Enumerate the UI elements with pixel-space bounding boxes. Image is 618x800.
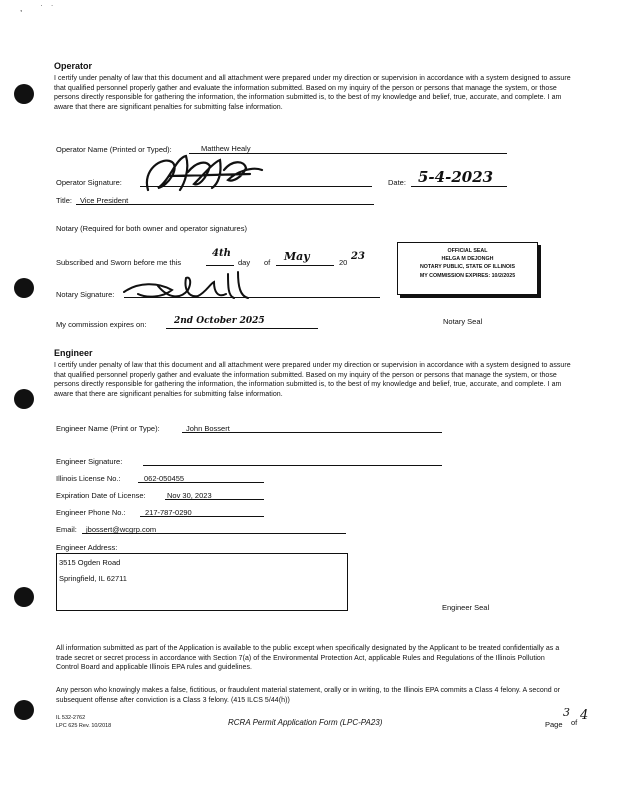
notary-signature-line: [124, 297, 380, 298]
seal-line-2: HELGA M DEJONGH: [441, 256, 494, 263]
operator-title-label: Title:: [56, 196, 72, 205]
notary-commission-line: [166, 328, 318, 329]
operator-name-value: Matthew Healy: [201, 144, 251, 153]
engineer-email-label: Email:: [56, 525, 77, 534]
page-number: 3: [563, 706, 570, 719]
notary-commission-value: 2nd October 2025: [174, 316, 265, 326]
seal-line-3: NOTARY PUBLIC, STATE OF ILLINOIS: [419, 264, 516, 271]
engineer-certification: I certify under penalty of law that this document and all attachment were prepared under my direction or supervision in accordance with a system designed to assure that qualified personnel properly gather and evaluate the information submitted. Based on my inquiry of the person or persons that manage the system, or those persons directly responsible for gathering the information, the information submitted is, to the best of my knowledge and belief, true, accurate, and complete. I am aware that there are significant penalties for submitting false information.: [54, 362, 571, 398]
page-of-label: of: [571, 718, 578, 727]
engineer-phone-value: 217-787-0290: [145, 508, 192, 517]
operator-name-label: Operator Name (Printed or Typed):: [56, 145, 172, 154]
engineer-expiration-line: [165, 499, 264, 500]
notary-year-value: 23: [351, 251, 365, 262]
engineer-seal-label: Engineer Seal: [442, 603, 490, 612]
engineer-name-value: John Bossert: [186, 424, 230, 433]
engineer-address-line2: Springfield, IL 62711: [59, 574, 127, 583]
page-label: Page: [545, 720, 563, 729]
notary-heading: Notary (Required for both owner and operator signatures): [56, 224, 247, 233]
notary-month-line: [276, 265, 334, 266]
binder-hole-2: [14, 278, 34, 298]
notary-commission-label: My commission expires on:: [56, 320, 147, 329]
public-availability-notice: All information submitted as part of the Application is available to the public except when specifically designated by the Applicant to be treated confidentially as a trade secret or secret process in accordance with Section 7(a) of the Environmental Protection Act, applicable Rules and Regulations of the Illinois Pollution Control Board and applicable Illinois EPA rules and guidelines.: [56, 645, 560, 672]
operator-certification: I certify under penalty of law that this document and all attachment were prepared under my direction or supervision in accordance with a system designed to assure that qualified personnel properly gather and evaluate the information submitted. Based on my inquiry of the person or persons that manage the system, or those persons directly responsible for gathering the information, the information submitted is, to the best of my knowledge and belief, true, accurate, and complete. I am aware that there are significant penalties for submitting false information.: [54, 75, 571, 111]
notary-signature: [118, 268, 258, 308]
engineer-signature-label: Engineer Signature:: [56, 457, 123, 466]
notary-day-label: day: [238, 258, 251, 267]
notary-of-label: of: [264, 258, 271, 267]
operator-title-line: [76, 204, 374, 205]
notary-signature-label: Notary Signature:: [56, 290, 115, 299]
operator-date-value: 5-4-2023: [418, 168, 494, 186]
engineer-email-value: jbossert@wcgrp.com: [86, 525, 157, 534]
engineer-expiration-label: Expiration Date of License:: [56, 491, 146, 500]
operator-signature-line: [140, 186, 372, 187]
notary-year-prefix: 20: [339, 258, 348, 267]
operator-signature: [140, 150, 270, 198]
notary-sworn-label: Subscribed and Sworn before me this: [56, 258, 182, 267]
operator-date-line: [411, 186, 507, 187]
engineer-name-label: Engineer Name (Print or Type):: [56, 424, 160, 433]
engineer-signature-line: [143, 465, 442, 466]
notary-day-value: 4th: [212, 248, 231, 259]
operator-heading: Operator: [54, 61, 93, 71]
notary-official-seal: [397, 242, 538, 295]
engineer-license-label: Illinois License No.:: [56, 474, 121, 483]
engineer-phone-line: [140, 516, 264, 517]
form-title: RCRA Permit Application Form (LPC-PA23): [228, 718, 383, 727]
engineer-license-value: 062-050455: [144, 474, 185, 483]
operator-title-value: Vice President: [80, 196, 129, 205]
notary-seal-label: Notary Seal: [443, 317, 483, 326]
engineer-phone-label: Engineer Phone No.:: [56, 508, 126, 517]
page-total: 4: [580, 708, 589, 723]
engineer-expiration-value: Nov 30, 2023: [167, 491, 212, 500]
engineer-name-line: [182, 432, 442, 433]
engineer-license-line: [138, 482, 264, 483]
binder-hole-4: [14, 587, 34, 607]
engineer-address-line1: 3515 Ogden Road: [59, 558, 121, 567]
binder-hole-5: [14, 700, 34, 720]
binder-hole-3: [14, 389, 34, 409]
notary-day-line: [206, 265, 234, 266]
seal-line-1: OFFICIAL SEAL: [447, 248, 488, 254]
engineer-email-line: [82, 533, 346, 534]
seal-line-4: MY COMMISSION EXPIRES: 10/2/2025: [419, 272, 516, 279]
false-statement-notice: Any person who knowingly makes a false, fictitious, or fraudulent material statement, orally or in writing, to the Illinois EPA commits a Class 4 felony. A second or subsequent offense after conviction is a Class 3 felony. (415 ILCS 5/44(h)): [56, 687, 561, 704]
operator-date-label: Date:: [388, 178, 406, 187]
form-code-1: IL 532-2762: [56, 715, 86, 721]
operator-signature-label: Operator Signature:: [56, 178, 122, 187]
engineer-address-label: Engineer Address:: [56, 543, 118, 552]
engineer-heading: Engineer: [54, 348, 93, 358]
scan-marks: , ˙˙: [20, 4, 62, 13]
form-code-2: LPC 625 Rev. 10/2018: [56, 723, 112, 729]
notary-month-value: May: [284, 250, 310, 263]
binder-hole-1: [14, 84, 34, 104]
engineer-address-box: [56, 553, 348, 611]
